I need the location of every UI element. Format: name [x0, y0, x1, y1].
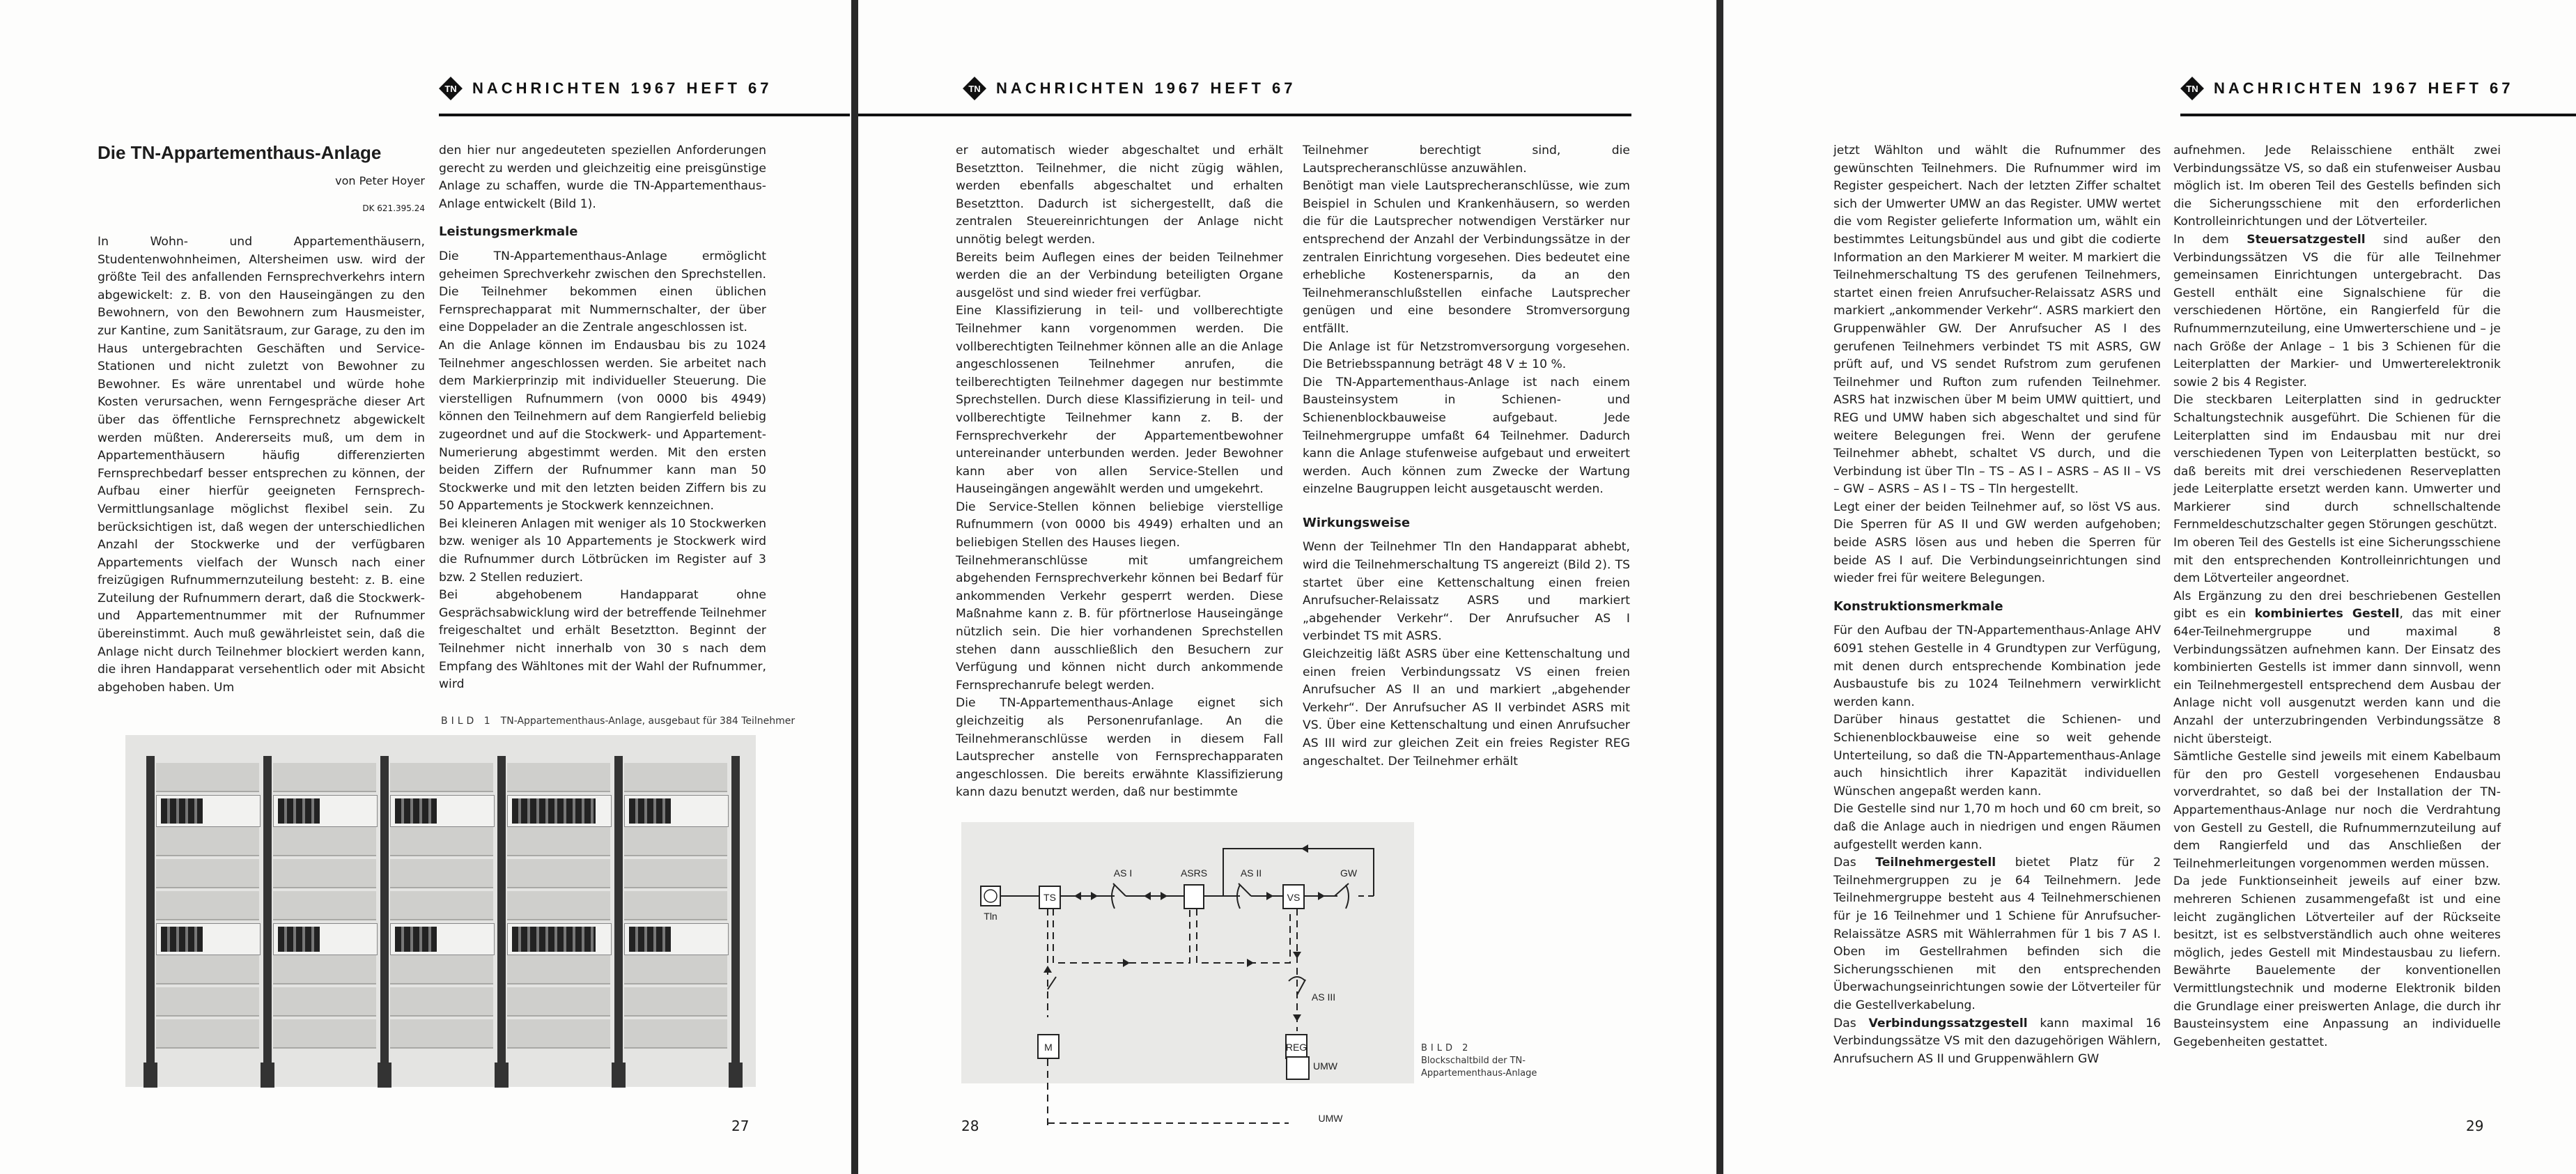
p3-column-2	[2173, 142, 2501, 1051]
rack-foot	[612, 1063, 626, 1088]
rack-panel	[273, 1019, 376, 1049]
text-run: Sämtliche Gestelle sind jeweils mit einem Kabelbaum für den pro Gestell vorgesehenen Endausbau vorverdrahtet, so daß bei der Installation der TN-Appartementhaus-Anlage nur noch die Verdrahtung von Gestell zu Gestell, die Rufnummernzuteilung auf dem Rangierfeld und das Anschließen der Teilnehmerleitungen vorgenommen werden müssen.	[2173, 750, 2501, 871]
rack-panel	[390, 859, 493, 888]
relay-shelf	[624, 923, 729, 955]
text-run: Das	[1833, 1016, 1869, 1030]
diagram-label: Tln	[984, 911, 998, 922]
paragraph: er automatisch wieder abgeschaltet und erhält Besetztton. Teilnehmer, die nicht zügig wählen, werden ebenfalls abgeschaltet und erhalten Besetztton. Dadurch ist sichergestellt, daß die zentralen Steuereinrichtungen der Anlage nicht unnötig belegt werden.	[956, 144, 1283, 247]
p3-column-1	[1833, 142, 2161, 1068]
relay-shelf	[273, 795, 378, 827]
text-run: Da jede Funktionseinheit jeweils auf einer bzw. mehreren Schienen zusammengefaßt ist und eine leicht zugänglichen Lötverteiler auf der Rückseite besitzt, ist es selbstverständlich auch ohne weiteres möglich, jedes Gestell mit Mindestausbau zu liefern. Bewährte Bauelemente der konventionellen Vermittlungstechnik und moderne Elektronik bilden die Grundlage einer preiswerten Anlage, die durch ihr Bausteinsystem eine Anpassung an individuelle Gegebenheiten gestattet.	[2173, 874, 2501, 1049]
diagram-label: REG	[1285, 1042, 1308, 1053]
rack-panel	[156, 987, 259, 1017]
page-27	[0, 0, 851, 1174]
paragraph: jetzt Wählton und wählt die Rufnummer des gewünschten Teilnehmers. Die Rufnummer wird im Register gespeichert. Nach der letzten Ziffer schaltet sich der Umwerter UMW an das Register. UMW wertet die vom Register gelieferte Information um, wählt ein bestimmtes Leitungsbündel aus und gibt die codierte Information an den Markierer M weiter. M markiert die Teilnehmerschaltung TS des gerufenen Teilnehmers, startet einen freien Anrufsucher-Relaissatz ASRS und markiert „ankommender Verkehr“. ASRS markiert den Gruppenwähler GW. Der Anrufsucher AS I des gerufenen Teilnehmers verbindet TS mit ASRS, GW prüft auf, und VS sendet Rufstrom zum gerufenen Teilnehmer und Rufton zum rufenden Teilnehmer. ASRS hat inzwischen über M beim UMW quittiert, und REG und UMW haben sich abgeschaltet und sind für weitere Belegungen frei. Wenn der gerufene Teilnehmer abhebt, schaltet VS durch, und die Verbindung ist über Tln – TS – AS I – ASRS – AS II – VS – GW – ASRS – AS I – TS – Tln hergestellt.	[1833, 144, 2161, 497]
diagram-label: M	[1044, 1042, 1053, 1053]
tn-logo-icon: TN	[2180, 77, 2204, 100]
bold-term: Verbindungssatzgestell	[1868, 1016, 2028, 1030]
paragraph: An die Anlage können im Endausbau bis zu 1024 Teilnehmer angeschlossen werden. Sie arbeitet nach dem Markierprinzip mit individueller Steuerung. Die vierstelligen Rufnummern (von 0000 bis 4949) können den Teilnehmern auf dem Rangierfeld beliebig zugeordnet und auf die Stockwerk- und Appartement-Numerierung abgestimmt werden. Mit den ersten beiden Ziffern der Rufnummer kann man 50 Stockwerke und mit den letzten beiden Ziffern bis zu 50 Appartements je Stockwerk kennzeichnen.	[439, 338, 766, 513]
rack-panel	[624, 763, 727, 792]
relay-shelf	[507, 923, 612, 955]
umw-box	[1286, 1056, 1310, 1080]
paragraph	[2173, 748, 2501, 873]
relay-bank	[278, 927, 320, 952]
rack-panel	[390, 827, 493, 856]
paragraph: Teilnehmeranschlüsse mit umfangreichem abgehenden Fernsprechverkehr können bei Bedarf für ankommenden Verkehr gesperrt werden. Diese Maßnahme kann z. B. für pförtnerlose Hauseingänge nützlich sein. Die hier vorhandenen Sprechstellen stehen dann ausschließlich den Besuchern zur Verfügung und können nicht durch ankommende Fernsprechanrufe belegt werden.	[956, 553, 1283, 693]
paragraph: Bei kleineren Anlagen mit weniger als 10 Stockwerken bzw. weniger als 10 Appartements je Stockwerk wird die Rufnummer durch Lötbrücken im Register auf 3 bzw. 2 Stellen reduziert.	[439, 516, 766, 585]
rack-panel	[507, 763, 610, 792]
paragraph: In Wohn- und Appartementhäusern, Studentenwohnheimen, Altersheimen usw. wird der größte Teil des anfallenden Fernsprechverkehrs intern abgewickelt: z. B. von den Hauseingängen zu den Bewohnern, von den Bewohnern zum Hausmeister, zur Kantine, zum Sanitätsraum, zur Garage, zu den im Haus untergebrachten Geschäften und Service-Stationen und nicht zuletzt von Bewohner zu Bewohner. Es wäre unrentabel und würde hohe Kosten verursachen, wenn Ferngespräche dieser Art über das öffentliche Fernsprechnetz abgewickelt werden müßten. Andererseits muß, um dem in Appartementhäusern häufig differenzierten Fernsprechbedarf besser entsprechen zu können, der Aufbau einer hierfür geeigneten Fernsprech-Vermittlungsanlage möglichst flexibel sein. Zu berücksichtigen ist, daß wegen der unterschiedlichen Anzahl der Stockwerke und der verfügbaren Appartements vielfach der Wunsch nach einer freizügigen Rufnummernzuteilung besteht: z. B. eine Zuteilung der Rufnummern derart, daß die Stockwerk- und Appartementnummer mit der Rufnummer übereinstimmt. Auch muß gewährleistet sein, daß die Anlage nicht durch Teilnehmer blockiert werden kann, die ihren Handapparat versehentlich oder mit Absicht abgehoben haben. Um	[98, 235, 425, 695]
relay-bank	[278, 798, 320, 824]
paragraph	[1833, 854, 2161, 1014]
rack-panel	[624, 987, 727, 1017]
diagram-label: ASRS	[1180, 867, 1208, 879]
paragraph: Bereits beim Auflegen eines der beiden Teilnehmer werden die an der Verbindung beteiligten Organe ausgelöst und sind wieder frei verfügbar.	[956, 250, 1283, 300]
paragraph	[2173, 231, 2501, 392]
bold-term: Teilnehmergestell	[1875, 856, 1996, 870]
asrs-box	[1184, 885, 1204, 909]
relay-shelf	[156, 795, 261, 827]
journal-title: NACHRICHTEN 1967 HEFT 67	[472, 79, 773, 97]
rack-foot	[729, 1063, 743, 1088]
relay-bank	[512, 798, 596, 824]
figure-label: BILD 1	[441, 716, 494, 727]
rack-panel	[156, 891, 259, 920]
rack-panel	[507, 1019, 610, 1049]
relay-shelf	[390, 923, 495, 955]
text-run: , das mit einer 64er-Teilnehmergruppe und maximal 8 Verbindungssätzen aufnehmen kann. Der Einsatz des kombinierten Gestells ist immer dann sinnvoll, wenn ein Teilnehmergestell entsprechend dem Ausbau der Anlage nicht voll ausgenutzt werden kann und die Anzahl der unterzubringenden Verbindungssätze 8 nicht übersteigt.	[2173, 607, 2501, 746]
relay-bank	[629, 927, 671, 952]
text-run: kann maximal 16 Verbindungssätze VS mit den dazugehörigen Wählern, Anrufsuchern AS II und Gruppenwählern GW	[1833, 1016, 2161, 1066]
page-28	[858, 0, 1716, 1174]
tln-box	[981, 886, 1000, 906]
header-rule	[2180, 114, 2576, 116]
rack-panel	[156, 1019, 259, 1049]
text-run: bietet Platz für 2 Teilnehmergruppen zu je 64 Teilnehmern. Jede Teilnehmergruppe besteht aus 4 Teilnehmerschienen für je 16 Teilnehmer und 1 Schiene für Anrufsucher-Relaissätze ASRS mit Wählerrahmen für 1 bis 7 AS I. Oben im Gestellrahmen befinden sich die Sicherungsschienen mit den entsprechenden Überwachungseinrichtungen sowie der Lötverteiler für die Gestellverkabelung.	[1833, 856, 2162, 1012]
page-header	[439, 77, 773, 100]
page-number: 28	[961, 1118, 979, 1134]
rack-panel	[273, 859, 376, 888]
text-run: Als Ergänzung zu den drei beschriebenen Gestellen gibt es ein	[2173, 589, 2501, 621]
rack-panel	[507, 859, 610, 888]
rack-post	[380, 756, 389, 1063]
paragraph: Die Gestelle sind nur 1,70 m hoch und 60 cm breit, so daß die Anlage auch in niedrigen und engen Räumen aufgestellt werden kann.	[1833, 802, 2161, 852]
rack-panel	[507, 891, 610, 920]
rack-panel	[390, 891, 493, 920]
paragraph: Legt einer der beiden Teilnehmer auf, so löst VS aus. Die Sperren für AS II und GW werden aufgehoben; beide ASRS lösen aus und heben die Sperren für beide AS I auf. Die Verbindungseinrichtungen sind wieder frei für weitere Belegungen.	[1833, 500, 2161, 586]
header-rule	[858, 114, 1631, 116]
rack-post	[731, 756, 740, 1063]
paragraph: Die Service-Stellen können beliebige vierstellige Rufnummern (von 0000 bis 4949) erhalten und an beliebigen Stellen des Hauses liegen.	[956, 500, 1283, 550]
paragraph: Benötigt man viele Lautsprecheranschlüsse, wie zum Beispiel in Schulen und Krankenhäusern, so werden die für die Lautsprecher notwendigen Verstärker nur entsprechend der Anzahl der Verbindungssätze in der zentralen Einrichtung vorgesehen. Dies bedeutet eine erhebliche Kostenersparnis, da an den Teilnehmeranschlußstellen einfache Lautsprecher genügen und eine besondere Stromversorgung entfällt.	[1303, 179, 1630, 336]
text-run: Das	[1833, 856, 1876, 870]
paragraph	[1833, 1015, 2161, 1069]
rack-panel	[390, 763, 493, 792]
tn-logo-icon: TN	[439, 77, 463, 100]
paragraph: Gleichzeitig läßt ASRS über eine Kettenschaltung und einen freien Verbindungssatz VS einen freien Anrufsucher AS II an und markiert „abgehender Verkehr“. Der Anrufsucher AS II verbindet ASRS mit VS. Über eine Kettenschaltung und einen Anrufsucher AS III wird zur gleichen Zeit ein freies Register REG angeschaltet. Der Teilnehmer erhält	[1303, 647, 1630, 768]
p2-column-2	[1303, 142, 1630, 771]
figure-caption-text: TN-Appartementhaus-Anlage, ausgebaut für 384 Teilnehmer	[500, 716, 796, 727]
dk-classification: DK 621.395.24	[362, 203, 425, 213]
relay-bank	[161, 927, 203, 952]
tn-logo-icon: TN	[963, 77, 986, 100]
header-rule	[439, 114, 850, 116]
relay-bank	[161, 798, 203, 824]
paragraph: Bei abgehobenem Handapparat ohne Gesprächsabwicklung wird der betreffende Teilnehmer freigeschaltet und erhält Besetztton. Beginnt der Teilnehmer nicht innerhalb von 30 s nach dem Empfang des Wähltones mit der Wahl der Rufnummer, wird	[439, 588, 766, 692]
diagram-label: UMW	[1313, 1060, 1337, 1072]
paragraph: Darüber hinaus gestattet die Schienen- und Schienenblockbauweise eine so weit gehende Unterteilung, so daß die TN-Appartementhaus-Anlage auch hinsichtlich ihrer Kapazität individuellen Wünschen angepaßt werden kann.	[1833, 713, 2161, 798]
relay-shelf	[273, 923, 378, 955]
rack-panel	[156, 827, 259, 856]
p1-column-2	[439, 142, 766, 694]
figure-2-caption	[1421, 1042, 1560, 1080]
rack-panel	[507, 955, 610, 984]
section-heading: Wirkungsweise	[1303, 515, 1411, 530]
p1-column-1	[98, 233, 425, 697]
rack-panel	[273, 763, 376, 792]
rack-panel	[624, 859, 727, 888]
rack-panel	[507, 987, 610, 1017]
page-header	[963, 77, 1296, 100]
rack-panel	[156, 955, 259, 984]
paragraph: Die TN-Appartementhaus-Anlage ist nach einem Bausteinsystem in Schienen- und Schienenblockbauweise aufgebaut. Jede Teilnehmergruppe umfaßt 64 Teilnehmer. Dadurch kann die Anlage stufenweise aufgebaut und erweitert werden. Auch können zum Zwecke der Wartung einzelne Baugruppen leicht ausgetauscht werden.	[1303, 375, 1630, 497]
section-heading: Konstruktionsmerkmale	[1833, 598, 2003, 614]
paragraph	[2173, 588, 2501, 748]
bold-term: kombiniertes Gestell	[2254, 607, 2400, 621]
article-author: von Peter Hoyer	[335, 174, 425, 187]
diagram-label: AS III	[1311, 991, 1336, 1003]
journal-title: NACHRICHTEN 1967 HEFT 67	[996, 79, 1296, 97]
p2-column-1	[956, 142, 1283, 802]
diagram-label: VS	[1287, 892, 1301, 903]
relay-shelf	[390, 795, 495, 827]
page-number: 27	[731, 1118, 750, 1134]
relay-bank	[395, 927, 437, 952]
paragraph: Die TN-Appartementhaus-Anlage eignet sich gleichzeitig als Personenrufanlage. An die Teilnehmeranschlüsse werden in diesem Fall Lautsprecher anstelle von Fernsprechapparaten angeschlossen. Die bereits erwähnte Klassifizierung kann dazu benutzt werden, daß nur bestimmte	[956, 696, 1283, 800]
rack-panel	[624, 891, 727, 920]
rack-foot	[261, 1063, 274, 1088]
figure-caption-text: Blockschaltbild der TN-Appartementhaus-Anlage	[1421, 1056, 1537, 1079]
text-run: Die steckbaren Leiterplatten sind in gedruckter Schaltungstechnik ausgeführt. Die Schienen für die Leiterplatten sind im Endausbau mit nur drei verschiedenen Typen von Leiterplatten bestückt, so daß bereits mit drei verschiedenen Reserveplatten jede Leiterplatte ersetzt werden kann. Umwerter und Markierer sind durch schnellschaltende Fernmeldeschutzschalter gegen Störungen geschützt.	[2173, 393, 2501, 532]
rack-panel	[273, 955, 376, 984]
rack-panel	[507, 827, 610, 856]
rack-panel	[156, 763, 259, 792]
diagram-label: AS II	[1240, 867, 1262, 879]
text-run: In dem	[2173, 232, 2247, 247]
rack-panel	[390, 955, 493, 984]
relay-shelf	[156, 923, 261, 955]
paragraph: Teilnehmer berechtigt sind, die Lautsprecheranschlüsse anzuwählen.	[1303, 144, 1630, 176]
rack-foot	[495, 1063, 509, 1088]
rack-panel	[390, 987, 493, 1017]
relay-bank	[629, 798, 671, 824]
figure-2-diagram	[961, 822, 1414, 1124]
block-diagram	[961, 822, 1414, 1124]
paragraph	[2173, 142, 2501, 231]
paragraph: Für den Aufbau der TN-Appartementhaus-Anlage AHV 6091 stehen Gestelle in 4 Grundtypen zur Verfügung, mit denen durch entsprechende Kombination jede Ausbaustufe bis zu 1024 Teilnehmern verwirklicht werden kann.	[1833, 624, 2161, 709]
article-title: Die TN-Appartementhaus-Anlage	[98, 142, 382, 163]
relay-shelf	[507, 795, 612, 827]
rack-panel	[624, 955, 727, 984]
paragraph: den hier nur angedeuteten speziellen Anforderungen gerecht zu werden und gleichzeitig eine preisgünstige Anlage zu schaffen, wurde die TN-Appartementhaus-Anlage entwickelt (Bild 1).	[439, 144, 766, 211]
relay-shelf	[624, 795, 729, 827]
diagram-label: AS I	[1113, 867, 1133, 879]
diagram-label: TS	[1043, 892, 1056, 903]
figure-1-photo	[125, 735, 756, 1087]
rack-panel	[273, 827, 376, 856]
paragraph: Wenn der Teilnehmer Tln den Handapparat abhebt, wird die Teilnehmerschaltung TS angereizt (Bild 2). TS startet über eine Kettenschaltung einen freien Anrufsucher-Relaissatz ASRS und markiert „abgehender Verkehr“. Der Anrufsucher AS I verbindet TS mit ASRS.	[1303, 540, 1630, 644]
diagram-label: GW	[1340, 867, 1358, 879]
relay-bank	[512, 927, 596, 952]
journal-title: NACHRICHTEN 1967 HEFT 67	[2214, 79, 2514, 97]
rack-post	[146, 756, 155, 1063]
rack-foot	[378, 1063, 391, 1088]
section-heading: Leistungsmerkmale	[439, 224, 578, 240]
rack-post	[497, 756, 506, 1063]
rack-panel	[156, 859, 259, 888]
diagram-label: UMW	[1318, 1113, 1343, 1124]
figure-label: BILD 2	[1421, 1043, 1472, 1053]
rack-post	[614, 756, 623, 1063]
rack-panel	[273, 891, 376, 920]
page-29	[1723, 0, 2576, 1174]
paragraph	[2173, 873, 2501, 1051]
paragraph: Eine Klassifizierung in teil- und vollberechtigte Teilnehmer kann vorgenommen werden. Die vollberechtigten Teilnehmer können alle an die Anlage angeschlossenen Teilnehmer anrufen, die teilberechtigten Teilnehmer dagegen nur bestimmte Sprechstellen. Durch diese Klassifizierung in teil- und vollberechtigte Teilnehmer kann z. B. der Fernsprechverkehr der Appartementbewohner untereinander unterbunden werden. Jeder Bewohner kann aber von allen Service-Stellen und Hauseingängen angewählt werden und umgekehrt.	[956, 304, 1283, 497]
relay-bank	[395, 798, 437, 824]
text-run: Im oberen Teil des Gestells ist eine Sicherungsschiene mit den entsprechenden Kontrolleinrichtungen und dem Lötverteiler angeordnet.	[2173, 536, 2501, 586]
paragraph	[2173, 392, 2501, 534]
rack-panel	[624, 1019, 727, 1049]
paragraph	[2173, 534, 2501, 588]
rack-foot	[143, 1063, 157, 1088]
text-run: aufnehmen. Jede Relaisschiene enthält zwei Verbindungssätze VS, so daß ein stufenweiser Ausbau möglich ist. Im oberen Teil des Gestells befinden sich die Sicherungsschiene mit den erforderlichen Kontrolleinrichtungen und der Lötverteiler.	[2173, 144, 2501, 229]
rack-panel	[390, 1019, 493, 1049]
text-run: sind außer den Verbindungssätzen VS die für alle Teilnehmer gemeinsamen Einrichtungen untergebracht. Das Gestell enthält eine Signalschiene für die verschiedenen Hörtöne, ein Rangierfeld für die Rufnummernzuteilung, eine Umwerterschiene und – je nach Größe der Anlage – 1 bis 3 Schienen für die Leiterplatten der Markier- und Umwerterelektronik sowie 2 bis 4 Register.	[2173, 232, 2501, 389]
rack-post	[263, 756, 272, 1063]
page-number: 29	[2466, 1118, 2484, 1134]
paragraph: Die Anlage ist für Netzstromversorgung vorgesehen. Die Betriebsspannung beträgt 48 V ± 10 %.	[1303, 339, 1630, 372]
rack-panel	[273, 987, 376, 1017]
bold-term: Steuersatzgestell	[2247, 232, 2366, 247]
rack-panel	[624, 827, 727, 856]
page-header	[2180, 77, 2514, 100]
figure-1-caption	[441, 716, 795, 727]
paragraph: Die TN-Appartementhaus-Anlage ermöglicht geheimen Sprechverkehr zwischen den Sprechstellen. Die Teilnehmer bekommen einen üblichen Fernsprechapparat mit Nummernschalter, der über eine Doppelader an die Zentrale angeschlossen ist.	[439, 249, 766, 335]
